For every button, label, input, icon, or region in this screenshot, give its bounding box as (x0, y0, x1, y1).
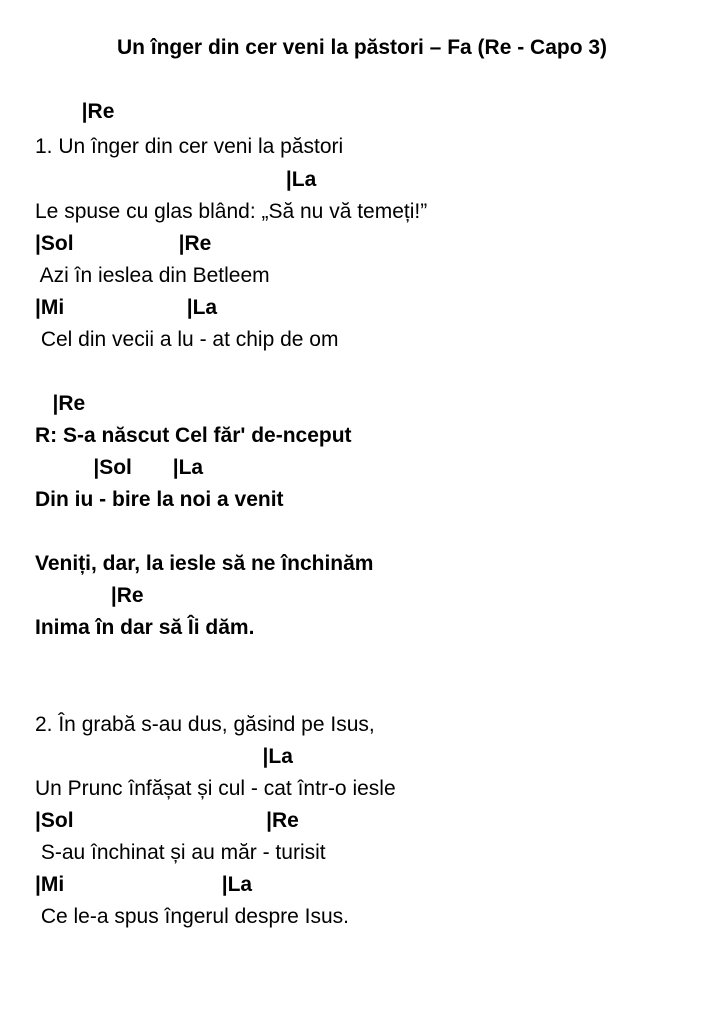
chord-line: |Mi |La (35, 296, 218, 319)
lyric-line: Le spuse cu glas blând: „Să nu vă temeți!” (35, 200, 428, 223)
lyric-line: Azi în ieslea din Betleem (35, 264, 270, 287)
lyric-line: Cel din vecii a lu - at chip de om (35, 328, 339, 351)
lyric-line: Ce le-a spus îngerul despre Isus. (35, 905, 349, 928)
chord-line: |La (35, 168, 317, 191)
lyric-line: 1. Un înger din cer veni la păstori (35, 135, 344, 158)
refrain-line: Din iu - bire la noi a venit (35, 488, 284, 511)
chord-line: |Mi |La (35, 873, 253, 896)
lyric-line: S-au închinat și au măr - turisit (35, 841, 326, 864)
chord-line: |La (35, 745, 293, 768)
lyric-line: 2. În grabă s-au dus, găsind pe Isus, (35, 713, 375, 736)
chord-line: |Sol |La (35, 456, 204, 479)
refrain-line: R: S-a născut Cel făr' de-nceput (35, 424, 352, 447)
chord-line: |Sol |Re (35, 232, 212, 255)
refrain-line: Veniți, dar, la iesle să ne închinăm (35, 552, 374, 575)
chord-line: |Sol |Re (35, 809, 299, 832)
chord-line: |Re (35, 392, 86, 415)
song-title: Un înger din cer veni la păstori – Fa (Re - Capo 3) (116, 36, 608, 59)
chord-line: |Re (35, 100, 115, 123)
chord-line: |Re (35, 584, 144, 607)
refrain-line: Inima în dar să Îi dăm. (35, 616, 255, 639)
lyric-line: Un Prunc înfășat și cul - cat într-o iesle (35, 777, 396, 800)
